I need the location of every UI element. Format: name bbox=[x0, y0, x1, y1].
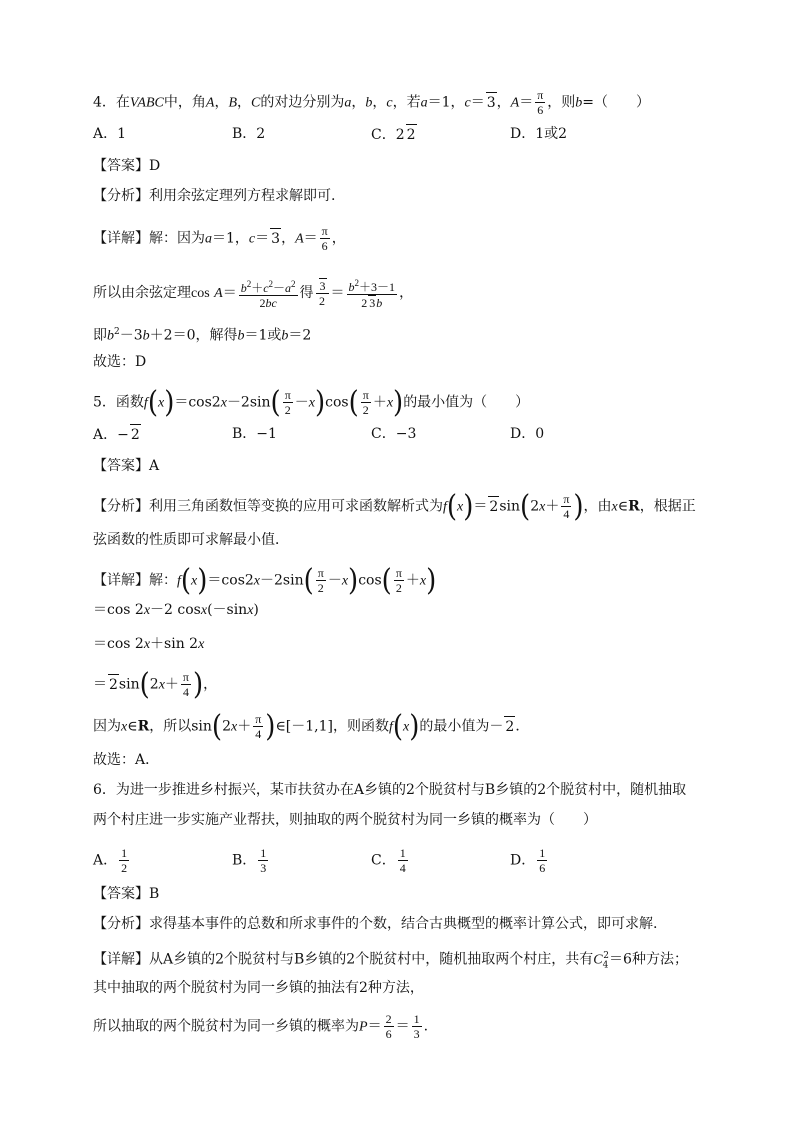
q6-option-b: B． $\frac{1}{3}$ bbox=[232, 846, 267, 875]
q4-detail: 【详解】解：因为a＝1，c＝ 3，A＝ $\frac{\pi}{6}$ ， bbox=[93, 224, 346, 253]
q4-choose: 故选：D bbox=[93, 354, 147, 370]
q4-equation: 即$b^2-3b+2=0$，解得b＝1或b＝2 bbox=[93, 327, 312, 344]
q4-stem: 4．在VABC中，角A，B，C的对边分别为a，b，c，若a＝1，c＝ 3，A＝ $\frac{\pi}{6}$ ，则b=（ ） bbox=[93, 88, 650, 117]
q4-analysis: 【分析】利用余弦定理列方程求解即可. bbox=[93, 188, 336, 204]
q5-answer: 【答案】A bbox=[93, 458, 160, 474]
q5-choose: 故选：A． bbox=[93, 752, 160, 768]
q5-because: 因为x∈R，所以sin(2x＋ $\frac{\pi}{4}$ )∈[－1,1]，则函数f(x)的最小值为－ 2． bbox=[93, 709, 530, 744]
q5-detail: 【详解】解：f(x)＝cos2x－2sin( $\frac{\pi}{2}$ －x)cos( $\frac{\pi}{2}$ ＋x) bbox=[93, 563, 437, 598]
q5-step-2: ＝cos 2x＋sin 2x bbox=[93, 636, 205, 652]
q4-law-of-cosines: 所以由余弦定理cos A＝ $\frac{b^2+c^2-a^2}{2bc}$ 得 $\frac{3}{2}$ ＝ $\frac{b^2+3-1}{2 3b}$ ， bbox=[93, 278, 414, 310]
q5-step-3: ＝ 2sin(2x＋ $\frac{\pi}{4}$ )， bbox=[93, 667, 218, 702]
q4-option-c: C．2 2 bbox=[371, 124, 417, 145]
q6-detail-3: 所以抽取的两个脱贫村为同一乡镇的概率为P＝ $\frac{2}{6}$ ＝ $\frac{1}{3}$ . bbox=[93, 1012, 429, 1041]
q6-analysis: 【分析】求得基本事件的总数和所求事件的个数，结合古典概型的概率计算公式，即可求解. bbox=[93, 916, 658, 932]
q5-option-d: D．0 bbox=[510, 426, 545, 442]
q6-stem-line2: 两个村庄进一步实施产业帮扶，则抽取的两个脱贫村为同一乡镇的概率为（ ） bbox=[93, 812, 597, 828]
q5-stem: 5．函数f(x)＝cos2x－2sin( $\frac{\pi}{2}$ －x)cos( $\frac{\pi}{2}$ ＋x)的最小值为（ ） bbox=[93, 385, 530, 420]
q6-option-d: D． $\frac{1}{6}$ bbox=[510, 846, 546, 875]
q6-detail-2: 其中抽取的两个脱贫村为同一乡镇的抽法有2种方法， bbox=[93, 980, 424, 996]
q5-option-b: B．−1 bbox=[232, 426, 277, 442]
q6-detail: 【详解】从A乡镇的2个脱贫村与B乡镇的2个脱贫村中，随机抽取两个村庄，共有$C_4^2=6$种方法； bbox=[93, 951, 688, 971]
q5-analysis-cont: 弦函数的性质即可求解最小值． bbox=[93, 532, 289, 548]
q5-option-c: C．−3 bbox=[371, 426, 417, 442]
q6-stem-line1: 6．为进一步推进乡村振兴，某市扶贫办在A乡镇的2个脱贫村与B乡镇的2个脱贫村中，随机抽取 bbox=[93, 782, 687, 798]
q5-step-1: ＝cos 2x－2 cosx(－sinx) bbox=[93, 602, 259, 618]
q5-analysis: 【分析】利用三角函数恒等变换的应用可求函数解析式为f(x)＝ 2sin(2x＋ $\frac{\pi}{4}$ )，由x∈R，根据正 bbox=[93, 489, 696, 524]
q6-option-a: A． $\frac{1}{2}$ bbox=[93, 846, 128, 875]
q4-option-d: D．1或2 bbox=[510, 126, 568, 142]
q4-option-a: A．1 bbox=[93, 126, 127, 142]
q6-answer: 【答案】B bbox=[93, 886, 160, 902]
q4-option-b: B．2 bbox=[232, 126, 266, 142]
q5-option-a: A．− 2 bbox=[93, 424, 141, 445]
q4-answer: 【答案】D bbox=[93, 158, 161, 174]
q6-option-c: C． $\frac{1}{4}$ bbox=[371, 846, 406, 875]
